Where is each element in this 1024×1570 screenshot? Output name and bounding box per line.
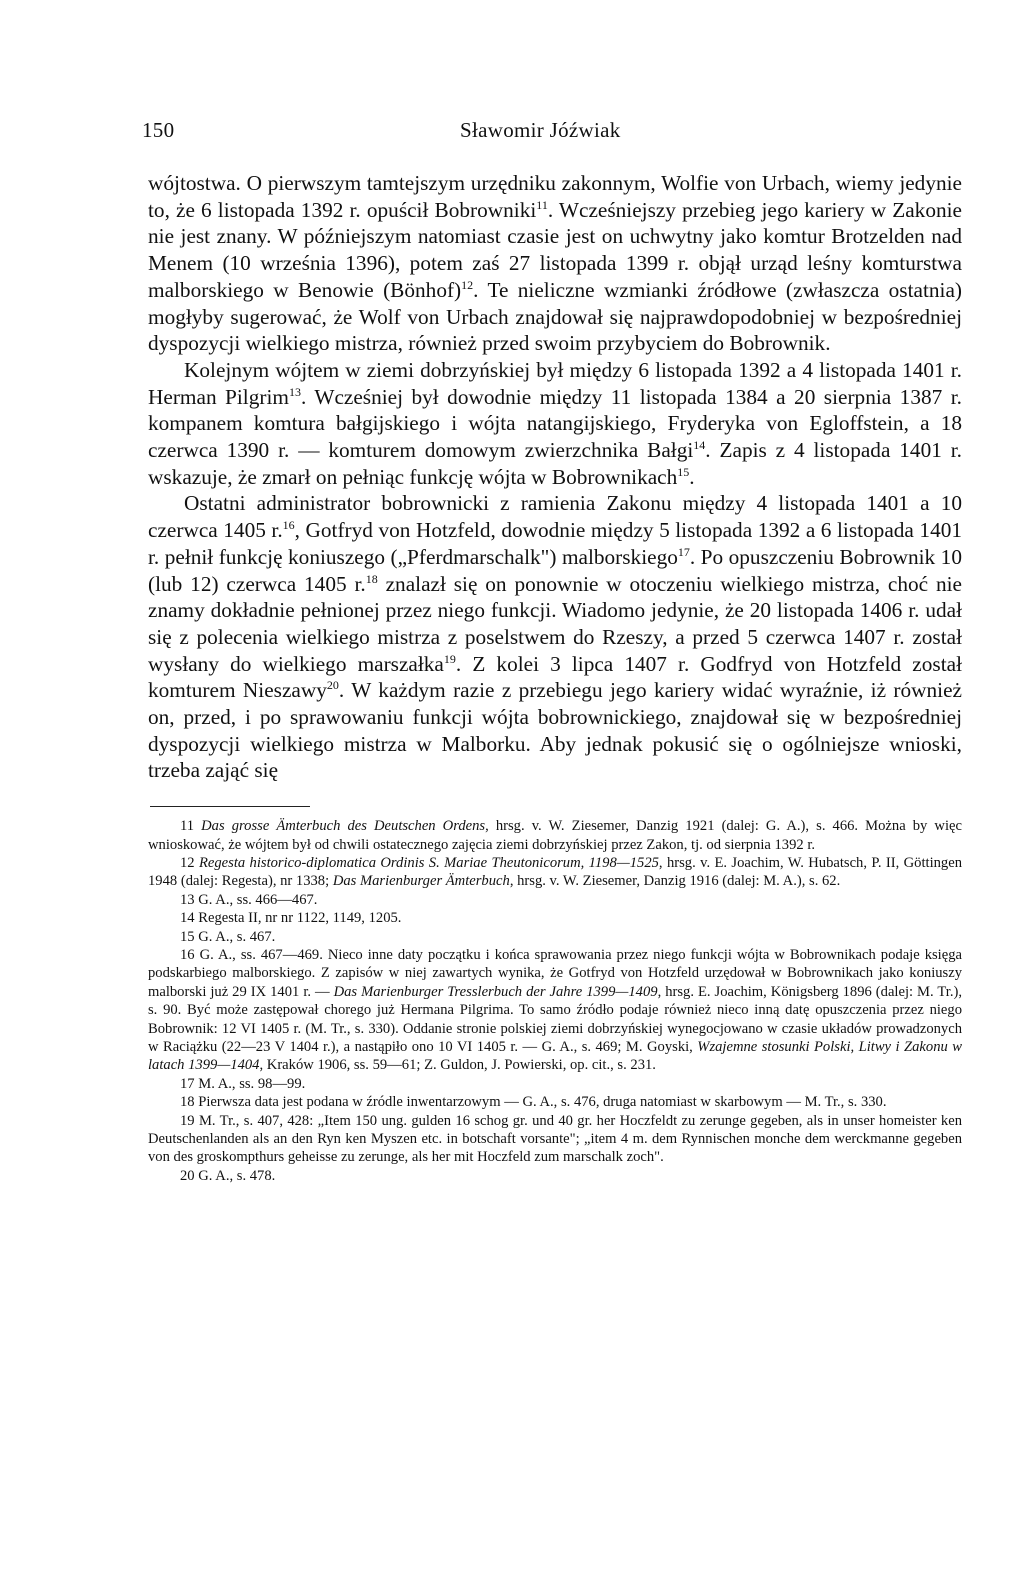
footnote-number: 16 (180, 947, 195, 964)
footnote-12 (148, 854, 962, 891)
footnote-text: G. A., s. 478. (198, 1167, 276, 1184)
footnote-text: G. A., ss. 466—467. (198, 891, 318, 908)
footnote-15 (148, 928, 962, 946)
text-run: Kolejnym wójtem w ziemi dobrzyńskiej był między 6 listopada 1392 a 4 listopada 1401 r. Herman Pilgrim (148, 357, 962, 409)
footnote-ref-13[interactable]: 13 (288, 384, 301, 399)
footnote-ref-14[interactable]: 14 (693, 437, 706, 452)
footnotes (148, 817, 962, 1185)
footnote-18 (148, 1093, 962, 1111)
footnote-text: , Kraków 1906, ss. 59—61; Z. Guldon, J. Powierski, op. cit., s. 231. (259, 1057, 656, 1074)
footnote-rule (150, 806, 310, 807)
footnote-text: Regesta II, nr nr 1122, 1149, 1205. (198, 910, 402, 927)
footnote-ref-20[interactable]: 20 (326, 678, 339, 693)
running-head-author: Sławomir Jóźwiak (460, 118, 621, 142)
running-head (142, 118, 962, 148)
text-run: . Wcześniej był dowodnie między 11 listopada 1384 a 20 sierpnia 1387 r. kompanem komtura bałgijskiego i wójta natangijskiego, Fryderyka von Egloffstein, a 18 czerwca 1390 r. — komturem domowym zwierzchnika Bałgi (148, 384, 962, 463)
footnote-number: 13 (180, 891, 195, 908)
footnote-text: M. Tr., s. 407, 428: „Item 150 ung. gulden 16 schog gr. und 40 gr. her Hoczfeldt zu zerunge gegeben, als in unser homeister ken Deutschenlanden als an den Ryn ken Myszen etc. in botschaft vorsante"; „item 4 m. dem Rynnischen monche dem werckmanne gegeben von des groskompthurs geheisse zu zerunge, als her mit Hoczfeld zum marschalk zoch". (148, 1112, 962, 1166)
footnote-text: , hrsg. E. Joachim, Königsberg 1896 (dalej: M. Tr.), s. 90. Być może zastępował chorego już Hermana Pilgrima. To samo źródło podaje również nieco inną datę opuszczenia przez niego Bobrownik: 12 VI 1405 r. (M. Tr., s. 330). Oddanie stronie polskiej ziemi dobrzyńskiej wynegocjowano w czasie układów prowadzonych w Raciążku (22—23 V 1404 r.), a nastąpiło ono 10 VI 1405 r. — G. A., s. 469; M. Goyski, (148, 983, 963, 1056)
footnote-text: G. A., ss. 467—469. Nieco inne daty początku i końca sprawowania przez niego funkcji wójta w Bobrownikach podaje księga podskarbiego malborskiego. Z zapisów w niej zawartych wynika, że Gotfryd von Hotzfeld urzędował w Bobrownikach jako koniuszy malborski już 29 IX 1401 r. — (148, 947, 962, 1000)
footnote-number: 15 (180, 928, 195, 945)
footnote-text: , hrsg. v. W. Ziesemer, Danzig 1916 (dalej: M. A.), s. 62. (509, 873, 841, 890)
footnote-ref-18[interactable]: 18 (365, 571, 378, 586)
body-text (148, 170, 962, 784)
footnote-ref-15[interactable]: 15 (677, 464, 690, 479)
footnote-number: 17 (180, 1075, 195, 1092)
footnote-ref-11[interactable]: 11 (536, 197, 548, 212)
text-run: . Po opuszczeniu Bobrownik 10 (lub 12) czerwca 1405 r. (148, 544, 962, 596)
text-run: . W każdym razie z przebiegu jego kariery widać wyraźnie, iż również on, przed, i po sprawowaniu funkcji wójta bobrownickiego, znajdował się w bezpośredniej dyspozycji wielkiego mistrza w Malborku. Aby jednak pokusić się o ogólniejsze wnioski, trzeba zająć się (148, 678, 962, 783)
text-run: . Wcześniejszy przebieg jego kariery w Zakonie nie jest znany. W późniejszym natomiast czasie jest on uchwytny jako komtur Brotzelden nad Menem (10 września 1396), potem zaś 27 listopada 1399 r. objął urząd leśny komturstwa malborskiego w Benowie (Bönhof) (148, 197, 962, 302)
footnote-11 (148, 817, 962, 854)
footnote-text: , hrsg. v. W. Ziesemer, Danzig 1921 (dalej: G. A.), s. 466. Można by więc wnioskować, że wójtem był od chwili ostatecznego zajęcia ziemi dobrzyńskiej przez Zakon, tj. od sierpnia 1392 r. (148, 818, 962, 853)
paragraph-3 (148, 490, 962, 784)
footnote-text: Pierwsza data jest podana w źródle inwentarzowym — G. A., s. 476, druga natomiast w skarbowym — M. Tr., s. 330. (198, 1094, 887, 1111)
footnote-title: Das grosse Ämterbuch des Deutschen Ordens (201, 818, 486, 835)
footnote-ref-16[interactable]: 16 (282, 518, 295, 533)
footnote-number: 12 (180, 854, 195, 871)
footnote-14 (148, 909, 962, 927)
paragraph-1 (148, 170, 962, 357)
page (142, 118, 963, 1185)
footnote-text: M. A., ss. 98—99. (198, 1075, 306, 1092)
text-run: . (689, 464, 695, 489)
footnote-number: 20 (180, 1167, 195, 1184)
text-run: wójtostwa. O pierwszym tamtejszym urzędniku zakonnym, Wolfie von Urbach, wiemy jedynie to, że 6 listopada 1392 r. opuścił Bobrowniki (148, 171, 962, 222)
footnote-text: , hrsg. v. E. Joachim, W. Hubatsch, P. II, Göttingen 1948 (dalej: Regesta), nr 1338; (148, 854, 962, 890)
footnote-ref-12[interactable]: 12 (461, 277, 474, 292)
footnote-title: Regesta historico-diplomatica Ordinis S. Mariae Theutonicorum, 1198—1525 (198, 854, 659, 871)
paragraph-2 (148, 357, 962, 491)
footnote-title: Das Marienburger Ämterbuch (332, 873, 510, 890)
footnote-17 (148, 1075, 962, 1093)
text-run: . Te nieliczne wzmianki źródłowe (zwłaszcza ostatnia) mogłyby sugerować, że Wolf von Urbach znajdował się najprawdopodobniej w bezpośredniej dyspozycji wielkiego mistrza, również przed swoim przybyciem do Bobrownik. (148, 277, 962, 356)
footnote-13 (148, 891, 962, 909)
footnote-ref-19[interactable]: 19 (443, 651, 456, 666)
page-number: 150 (142, 118, 175, 142)
footnote-number: 18 (180, 1094, 195, 1111)
text-run: . Z kolei 3 lipca 1407 r. Godfryd von Hotzfeld został komturem Nieszawy (148, 651, 962, 703)
footnote-16 (148, 946, 962, 1075)
footnote-number: 11 (180, 818, 195, 835)
footnote-ref-17[interactable]: 17 (677, 544, 690, 559)
footnote-number: 14 (180, 910, 195, 927)
footnote-number: 19 (180, 1112, 195, 1129)
footnote-20 (148, 1167, 962, 1185)
text-run: znalazł się on ponownie w otoczeniu wielkiego mistrza, choć nie znamy dokładnie pełnionej przez niego funkcji. Wiadomo jedynie, że 20 listopada 1406 r. udał się z polecenia wielkiego mistrza z poselstwem do Rzeszy, a przed 5 czerwca 1407 r. został wysłany do wielkiego marszałka (148, 571, 963, 676)
footnote-title: Wzajemne stosunki Polski, Litwy i Zakonu w latach 1399—1404 (148, 1039, 962, 1074)
footnote-text: G. A., s. 467. (198, 928, 276, 945)
footnote-title: Das Marienburger Tresslerbuch der Jahre 1399—1409 (333, 983, 658, 1000)
text-run: Ostatni administrator bobrownicki z ramienia Zakonu między 4 listopada 1401 a 10 czerwca 1405 r. (148, 491, 962, 543)
footnote-19 (148, 1112, 962, 1167)
text-run: , Gotfryd von Hotzfeld, dowodnie między 5 listopada 1392 a 6 listopada 1401 r. pełnił funkcję koniuszego („Pferdmarschalk") malborskiego (148, 518, 963, 569)
text-run: . Zapis z 4 listopada 1401 r. wskazuje, że zmarł on pełniąc funkcję wójta w Bobrownikach (148, 438, 962, 489)
